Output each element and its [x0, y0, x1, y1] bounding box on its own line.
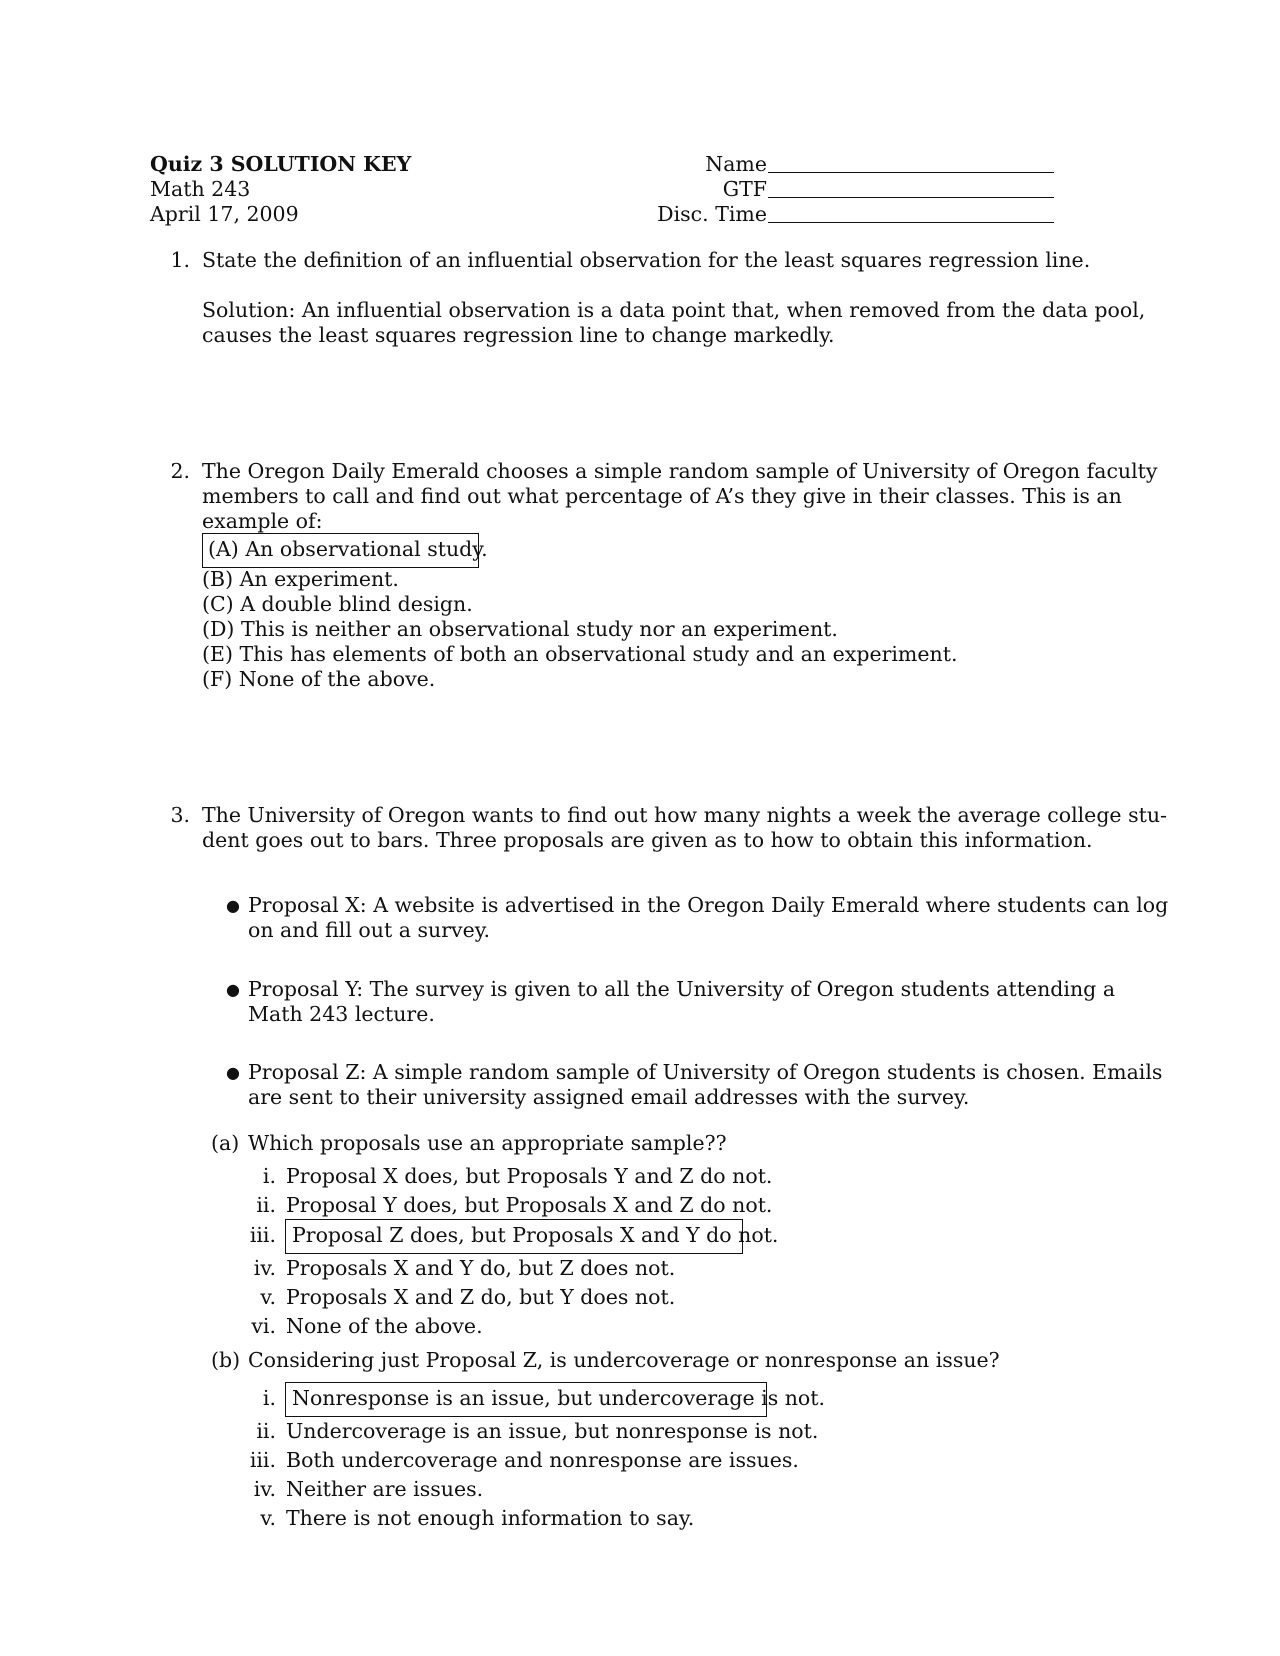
q2-option-b: (B) An experiment.	[202, 567, 399, 591]
q3-number: 3.	[170, 803, 190, 827]
part-a-option-i: Proposal X does, but Proposals Y and Z do not.	[286, 1164, 773, 1188]
part-a-question: Which proposals use an appropriate sample??	[248, 1131, 727, 1155]
part-b-numeral: i.	[262, 1386, 276, 1410]
part-a-option-iv: Proposals X and Y do, but Z does not.	[286, 1256, 676, 1280]
proposal-z-line: are sent to their university assigned email addresses with the survey.	[248, 1085, 970, 1109]
q2-question-line: The Oregon Daily Emerald chooses a simple random sample of University of Oregon faculty	[202, 459, 1158, 483]
part-a-option-ii: Proposal Y does, but Proposals X and Z do not.	[286, 1193, 773, 1217]
bullet-icon: ●	[226, 896, 240, 915]
q2-option-a: (A) An observational study.	[208, 537, 488, 561]
quiz-date: April 17, 2009	[150, 202, 299, 226]
name-label: Name	[705, 152, 767, 176]
bullet-icon: ●	[226, 1063, 240, 1082]
part-b-option-ii: Undercoverage is an issue, but nonresponse is not.	[286, 1419, 819, 1443]
part-b-option-v: There is not enough information to say.	[286, 1506, 695, 1530]
part-b-question: Considering just Proposal Z, is undercoverage or nonresponse an issue?	[248, 1348, 1000, 1372]
part-a-numeral: iii.	[249, 1223, 276, 1247]
part-b-option-i: Nonresponse is an issue, but undercoverage is not.	[292, 1386, 826, 1410]
part-a-option-iii: Proposal Z does, but Proposals X and Y do not.	[292, 1223, 779, 1247]
part-b-option-iv: Neither are issues.	[286, 1477, 484, 1501]
part-b-numeral: iii.	[249, 1448, 276, 1472]
proposal-x-line: on and fill out a survey.	[248, 918, 491, 942]
part-a-numeral: iv.	[253, 1256, 276, 1280]
part-b-label: (b)	[211, 1348, 241, 1372]
part-b-numeral: ii.	[256, 1419, 276, 1443]
proposal-y-line: Math 243 lecture.	[248, 1002, 435, 1026]
proposal-y-line: Proposal Y: The survey is given to all the University of Oregon students attending a	[248, 977, 1116, 1001]
disc-time-field[interactable]	[768, 222, 1054, 223]
q2-question-line: members to call and find out what percentage of A’s they give in their classes. This is an	[202, 484, 1122, 508]
name-field[interactable]	[768, 172, 1054, 173]
part-b-numeral: v.	[260, 1506, 276, 1530]
part-a-option-v: Proposals X and Z do, but Y does not.	[286, 1285, 676, 1309]
part-b-numeral: iv.	[253, 1477, 276, 1501]
part-a-numeral: i.	[262, 1164, 276, 1188]
q2-option-d: (D) This is neither an observational study nor an experiment.	[202, 617, 838, 641]
part-a-numeral: vi.	[251, 1314, 276, 1338]
q3-question-line: dent goes out to bars. Three proposals are given as to how to obtain this information.	[202, 828, 1093, 852]
gtf-field[interactable]	[768, 197, 1054, 198]
part-a-option-vi: None of the above.	[286, 1314, 483, 1338]
part-a-numeral: ii.	[256, 1193, 276, 1217]
gtf-label: GTF	[722, 177, 767, 201]
part-b-option-iii: Both undercoverage and nonresponse are issues.	[286, 1448, 799, 1472]
q1-number: 1.	[170, 248, 190, 272]
q2-option-c: (C) A double blind design.	[202, 592, 473, 616]
bullet-icon: ●	[226, 980, 240, 999]
q2-question-line: example of:	[202, 509, 323, 533]
course-name: Math 243	[150, 177, 251, 201]
part-a-numeral: v.	[260, 1285, 276, 1309]
disc-time-label: Disc. Time	[657, 202, 767, 226]
q2-number: 2.	[170, 459, 190, 483]
q3-question-line: The University of Oregon wants to find out how many nights a week the average college stu-	[202, 803, 1167, 827]
q2-option-e: (E) This has elements of both an observational study and an experiment.	[202, 642, 958, 666]
quiz-title: Quiz 3 SOLUTION KEY	[150, 152, 412, 176]
proposal-x-line: Proposal X: A website is advertised in the Oregon Daily Emerald where students can log	[248, 893, 1169, 917]
q2-option-f: (F) None of the above.	[202, 667, 436, 691]
q1-question: State the definition of an influential observation for the least squares regression line.	[202, 248, 1091, 272]
q1-solution-line: Solution: An influential observation is a data point that, when removed from the data pool,	[202, 298, 1146, 322]
proposal-z-line: Proposal Z: A simple random sample of University of Oregon students is chosen. Emails	[248, 1060, 1163, 1084]
q1-solution-line: causes the least squares regression line to change markedly.	[202, 323, 835, 347]
part-a-label: (a)	[211, 1131, 240, 1155]
